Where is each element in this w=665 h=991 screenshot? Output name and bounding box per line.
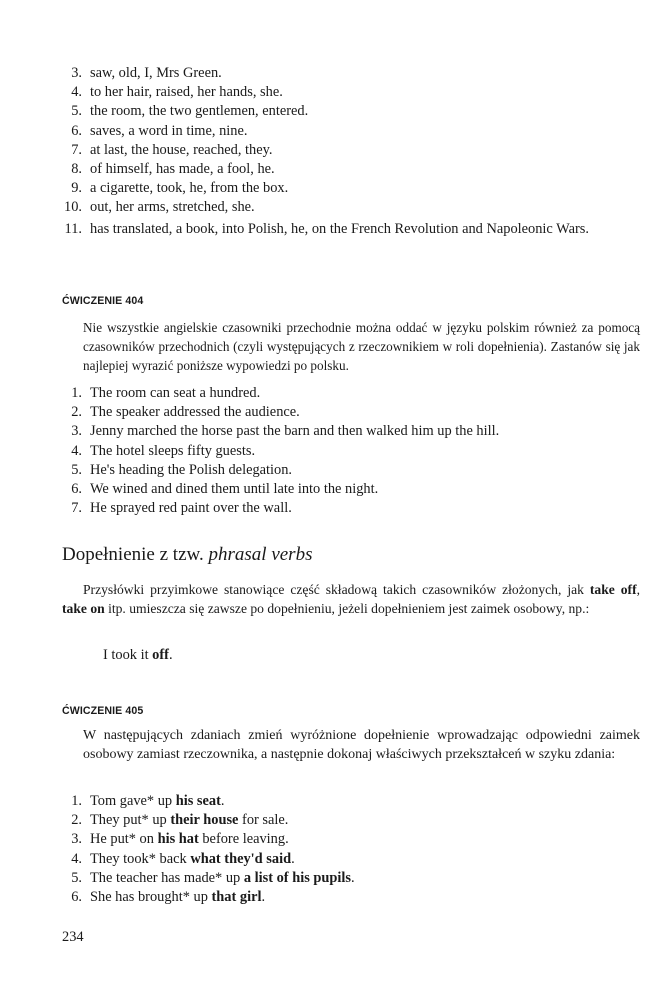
item-text: He sprayed red paint over the wall. [90,500,292,517]
highlighted-object: that girl [211,888,262,905]
item-number: 4. [71,850,82,867]
item-number: 6. [71,122,82,139]
item-number: 4. [71,84,82,101]
item-number: 3. [71,831,82,848]
exercise-404-instruction: Nie wszystkie angielskie czasowniki przechodnie można oddać w języku polskim również za pomocą czasowników przechodnich (czyli występujących z rzeczownikiem w roli dopełnienia). Zastanów się jak najlepiej wyrazić poniższe wypowiedzi po polsku. [83,320,640,374]
section-title-text: Dopełnienie z tzw. [62,544,209,565]
item-text: The teacher has made* up a list of his pupils. [90,869,355,886]
item-number: 8. [71,160,82,177]
list-item [0,792,665,811]
list-item [0,869,665,888]
item-text: has translated, a book, into Polish, he, on the French Revolution and Napoleonic Wars. [90,221,589,237]
item-text: She has brought* up that girl. [90,888,266,905]
list-item [0,461,665,480]
highlighted-object: his seat [175,793,221,809]
item-text: The hotel sleeps fifty guests. [90,442,256,459]
item-text: They took* back what they'd said. [90,850,295,867]
highlighted-object: a list of his pupils [243,869,351,886]
list-item [0,64,665,83]
list-item [0,499,665,518]
highlighted-object: their house [170,812,239,829]
item-number: 7. [71,141,82,158]
item-number: 3. [71,65,82,81]
section-title [62,544,312,566]
item-number: 7. [71,500,82,517]
item-text: We wined and dined them until late into the night. [90,480,379,497]
term-take-on: take on [62,601,105,617]
example-sentence: I took it off. [103,647,173,663]
item-text: Tom gave* up his seat. [90,793,225,809]
page-number: 234 [62,929,84,945]
item-text: to her hair, raised, her hands, she. [90,84,283,101]
section-title-italic: phrasal verbs [208,544,313,565]
item-text: Jenny marched the horse past the barn and then walked him up the hill. [90,423,500,440]
exercise-404-heading: ĆWICZENIE 404 [62,295,144,307]
item-number: 3. [71,423,82,440]
item-number: 9. [71,180,82,197]
exercise-404-items [0,384,665,518]
highlighted-object: his hat [157,831,199,848]
item-number: 5. [71,103,82,120]
item-text: They put* up their house for sale. [90,812,289,829]
list-item [0,179,665,198]
item-text: a cigarette, took, he, from the box. [90,180,289,197]
exercise-405-instruction: W następujących zdaniach zmień wyróżnione dopełnienie wprowadzając odpowiedni zaimek osobowy zamiast rzeczownika, a następnie dokonaj właściwych przekształceń w szyku zdania: [83,728,640,763]
list-item [0,850,665,869]
item-number: 11. [64,221,82,237]
exercise-405-heading: ĆWICZENIE 405 [62,705,144,717]
list-item [0,83,665,102]
item-number: 2. [71,812,82,829]
item-number: 1. [71,385,82,401]
list-item [0,442,665,461]
list-item [0,888,665,907]
item-number: 6. [71,480,82,497]
term-take-off: take off [589,582,637,597]
list-item [0,811,665,830]
item-number: 1. [71,793,82,809]
item-number: 6. [71,888,82,905]
word-order-list [0,64,665,218]
item-text: He put* on his hat before leaving. [90,831,289,848]
item-number: 10. [64,199,82,216]
list-item [0,141,665,160]
list-item [0,384,665,403]
item-text: saves, a word in time, nine. [90,122,248,139]
item-number: 5. [71,461,82,478]
list-item [0,160,665,179]
section-paragraph: Przysłówki przyimkowe stanowiące część składową takich czasowników złożonych, jak take off, take on itp. umieszcza się zawsze po dopełnieniu, jeżeli dopełnieniem jest zaimek osobowy, np.: [62,582,640,617]
highlighted-object: what they'd said [190,850,292,867]
item-text: saw, old, I, Mrs Green. [90,65,222,81]
item-number: 4. [71,442,82,459]
item-text: The speaker addressed the audience. [90,404,300,421]
list-item [0,198,665,217]
list-item [0,403,665,422]
item-text: the room, the two gentlemen, entered. [90,103,309,120]
list-item [0,830,665,849]
exercise-405-items [0,792,665,907]
item-text: out, her arms, stretched, she. [90,199,255,216]
item-number: 2. [71,404,82,421]
item-text: of himself, has made, a fool, he. [90,160,275,177]
item-text: at last, the house, reached, they. [90,141,273,158]
list-item [0,122,665,141]
list-item [0,480,665,499]
list-item [0,102,665,121]
list-item [0,422,665,441]
item-text: The room can seat a hundred. [90,385,261,401]
item-text: He's heading the Polish delegation. [90,461,293,478]
item-number: 5. [71,869,82,886]
